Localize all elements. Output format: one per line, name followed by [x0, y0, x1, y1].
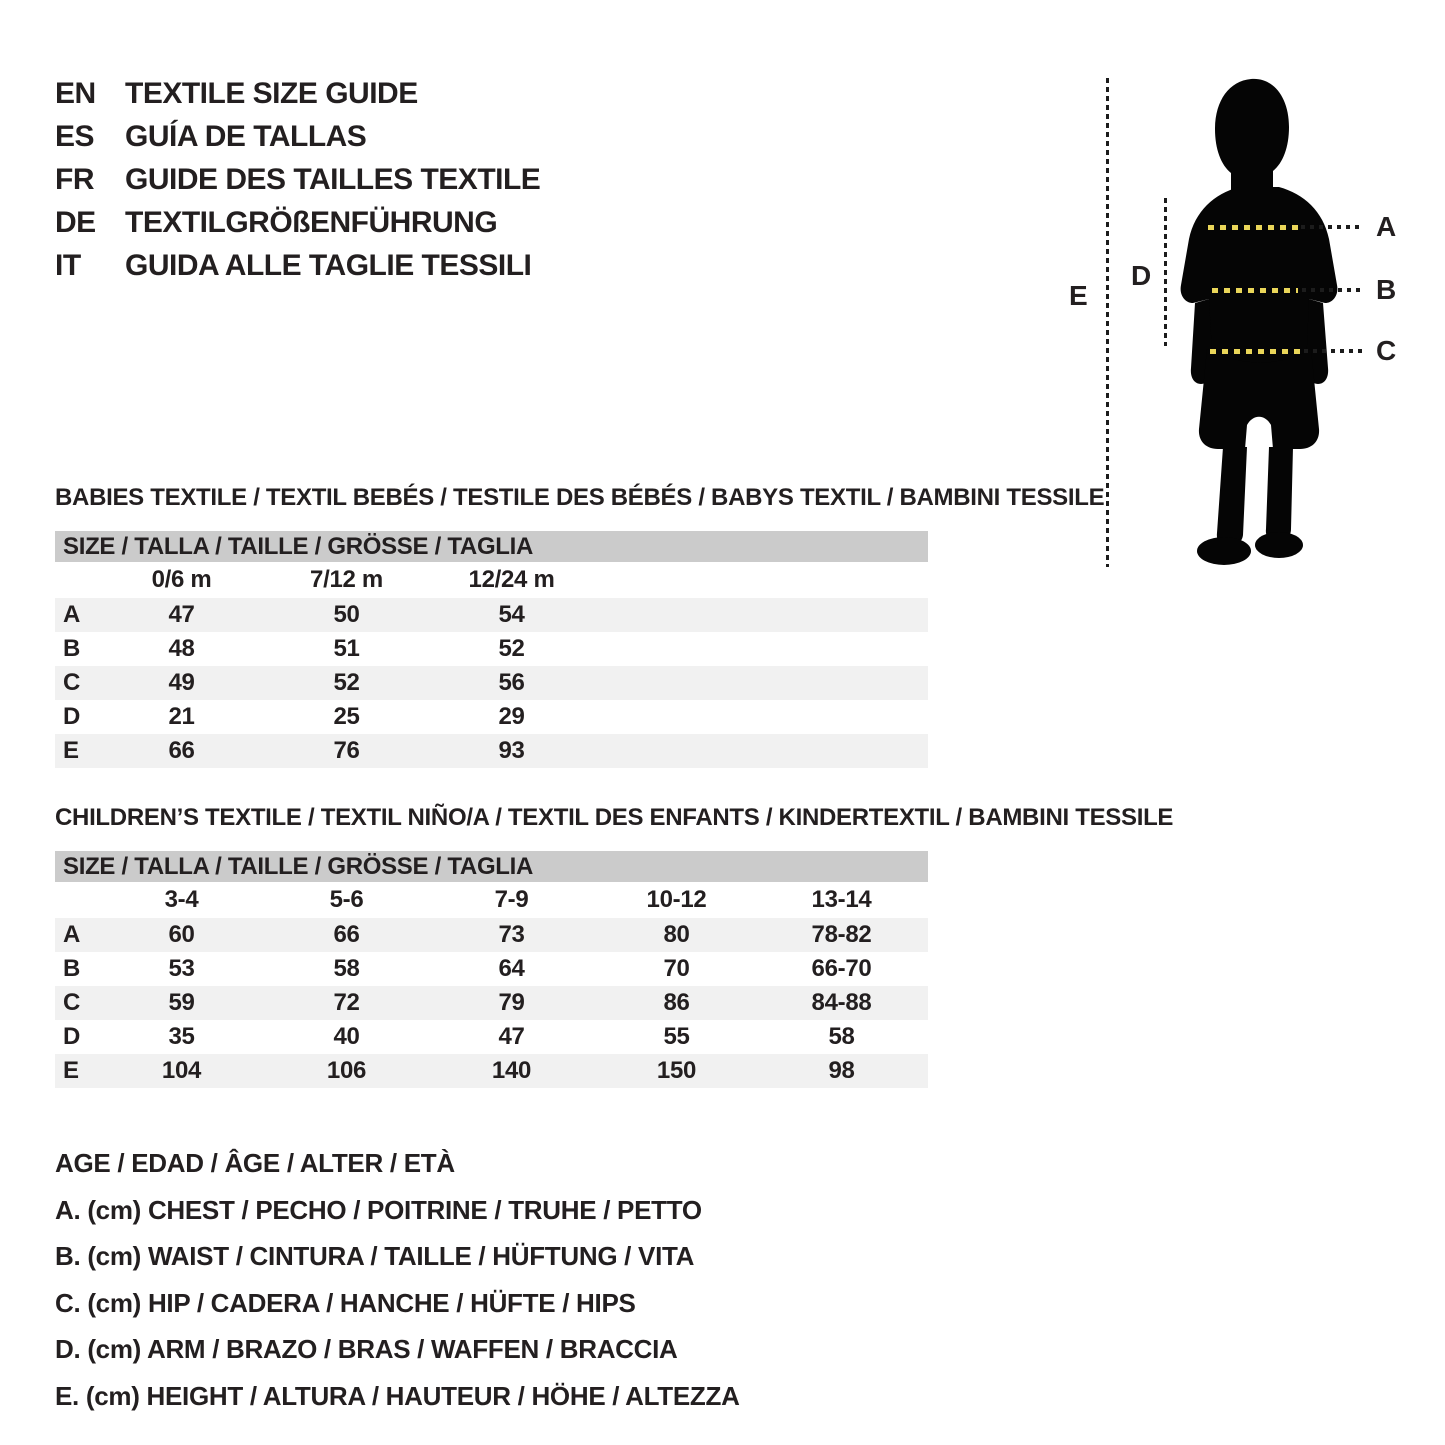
table-cell: 80 [663, 921, 690, 948]
figure-label-a: A [1376, 211, 1396, 242]
row-label: A [63, 601, 81, 628]
column-header: 10-12 [646, 886, 707, 913]
chest-measure-dots-a [1301, 225, 1363, 229]
lang-title: GUÍA DE TALLAS [125, 119, 367, 153]
table-cell: 35 [168, 1023, 195, 1050]
table-cell: 60 [168, 921, 195, 948]
column-header: 7-9 [494, 886, 529, 913]
size-header-bar [55, 531, 928, 562]
table-column-header-row [55, 882, 928, 918]
children-size-table [55, 851, 928, 1088]
row-label: B [63, 635, 81, 662]
row-label: C [63, 989, 81, 1016]
table-row [55, 632, 928, 666]
legend-item-waist: B. (cm) WAIST / CINTURA / TAILLE / HÜFTUNG / VITA [55, 1241, 695, 1271]
table-cell: 58 [828, 1023, 855, 1050]
column-header: 12/24 m [468, 566, 555, 593]
table-cell: 54 [498, 601, 525, 628]
table-cell: 86 [663, 989, 690, 1016]
table-cell: 21 [168, 703, 195, 730]
legend-item-height: E. (cm) HEIGHT / ALTURA / HAUTEUR / HÖHE / ALTEZZA [55, 1380, 740, 1411]
table-row [55, 986, 928, 1020]
table-cell: 25 [333, 703, 360, 730]
column-header: 7/12 m [310, 566, 383, 593]
waist-measure-dots-b [1302, 288, 1363, 292]
lang-code: DE [55, 205, 96, 239]
lang-title: TEXTILE SIZE GUIDE [125, 76, 418, 110]
hip-measure-dash-c [1210, 349, 1300, 354]
table-row [55, 700, 928, 734]
table-cell: 104 [161, 1057, 202, 1084]
lang-code: IT [55, 248, 81, 282]
size-header-bar [55, 851, 928, 882]
size-header-label: SIZE / TALLA / TAILLE / GRÖSSE / TAGLIA [63, 852, 534, 880]
legend-item-hip: C. (cm) HIP / CADERA / HANCHE / HÜFTE / HIPS [55, 1287, 636, 1318]
table-cell: 64 [498, 955, 525, 982]
figure-label-e: E [1069, 280, 1088, 311]
table-cell: 79 [498, 989, 525, 1016]
table-cell: 58 [333, 955, 360, 982]
table-row [55, 1020, 928, 1054]
table-cell: 47 [498, 1023, 525, 1050]
table-cell: 59 [168, 989, 195, 1016]
measurement-legend [55, 1140, 740, 1419]
table-cell: 48 [168, 635, 195, 662]
table-cell: 78-82 [811, 921, 872, 948]
row-label: E [63, 1057, 79, 1084]
children-section-title: CHILDREN’S TEXTILE / TEXTIL NIÑO/A / TEXTIL DES ENFANTS / KINDERTEXTIL / BAMBINI TESSILE [55, 804, 1174, 831]
legend-item-chest: A. (cm) CHEST / PECHO / POITRINE / TRUHE / PETTO [55, 1194, 702, 1225]
table-cell: 93 [498, 737, 525, 764]
table-cell: 98 [828, 1057, 855, 1084]
table-cell: 52 [498, 635, 525, 662]
table-cell: 53 [168, 955, 195, 982]
row-label: D [63, 1023, 81, 1050]
lang-code: ES [55, 119, 95, 153]
table-cell: 140 [491, 1057, 532, 1084]
table-cell: 72 [333, 989, 360, 1016]
chest-measure-dash-a [1208, 225, 1301, 230]
table-cell: 51 [333, 635, 360, 662]
column-header: 0/6 m [151, 566, 212, 593]
table-row [55, 1054, 928, 1088]
figure-label-b: B [1376, 274, 1396, 305]
table-cell: 52 [333, 669, 360, 696]
figure-label-d: D [1131, 260, 1151, 291]
size-header-label: SIZE / TALLA / TAILLE / GRÖSSE / TAGLIA [63, 532, 534, 560]
table-cell: 150 [656, 1057, 697, 1084]
table-row [55, 598, 928, 632]
table-row [55, 918, 928, 952]
child-silhouette [1178, 77, 1340, 577]
hip-measure-dots-c [1304, 349, 1363, 353]
table-cell: 49 [168, 669, 195, 696]
table-cell: 106 [326, 1057, 367, 1084]
table-cell: 47 [168, 601, 195, 628]
lang-title: GUIDA ALLE TAGLIE TESSILI [125, 248, 532, 282]
row-label: A [63, 921, 81, 948]
table-cell: 50 [333, 601, 360, 628]
height-measure-line-e [1106, 78, 1109, 567]
lang-title: GUIDE DES TAILLES TEXTILE [125, 162, 541, 196]
legend-item-arm: D. (cm) ARM / BRAZO / BRAS / WAFFEN / BRACCIA [55, 1334, 678, 1364]
waist-measure-dash-b [1212, 288, 1298, 293]
babies-size-table [55, 531, 928, 768]
table-row [55, 952, 928, 986]
column-header: 5-6 [329, 886, 364, 913]
table-cell: 73 [498, 921, 525, 948]
table-row [55, 666, 928, 700]
table-cell: 29 [498, 703, 525, 730]
column-header: 13-14 [811, 886, 872, 913]
legend-item-age: AGE / EDAD / ÂGE / ALTER / ETÀ [55, 1148, 455, 1178]
babies-section-title: BABIES TEXTILE / TEXTIL BEBÉS / TESTILE DES BÉBÉS / BABYS TEXTIL / BAMBINI TESSILE [55, 484, 1105, 511]
table-cell: 66 [333, 921, 360, 948]
arm-measure-line-d [1164, 198, 1167, 346]
row-label: E [63, 737, 79, 764]
table-cell: 56 [498, 669, 525, 696]
lang-code: FR [55, 162, 94, 196]
table-cell: 66 [168, 737, 195, 764]
table-cell: 55 [663, 1023, 690, 1050]
row-label: D [63, 703, 81, 730]
table-row [55, 734, 928, 768]
table-cell: 66-70 [811, 955, 872, 982]
row-label: B [63, 955, 81, 982]
lang-code: EN [55, 76, 96, 110]
table-cell: 76 [333, 737, 360, 764]
lang-title: TEXTILGRÖßENFÜHRUNG [125, 205, 498, 239]
figure-label-c: C [1376, 335, 1396, 366]
table-column-header-row [55, 562, 928, 598]
language-title-list [55, 72, 540, 287]
table-cell: 84-88 [811, 989, 872, 1016]
column-header: 3-4 [164, 886, 199, 913]
table-cell: 40 [333, 1023, 360, 1050]
table-cell: 70 [663, 955, 690, 982]
row-label: C [63, 669, 81, 696]
